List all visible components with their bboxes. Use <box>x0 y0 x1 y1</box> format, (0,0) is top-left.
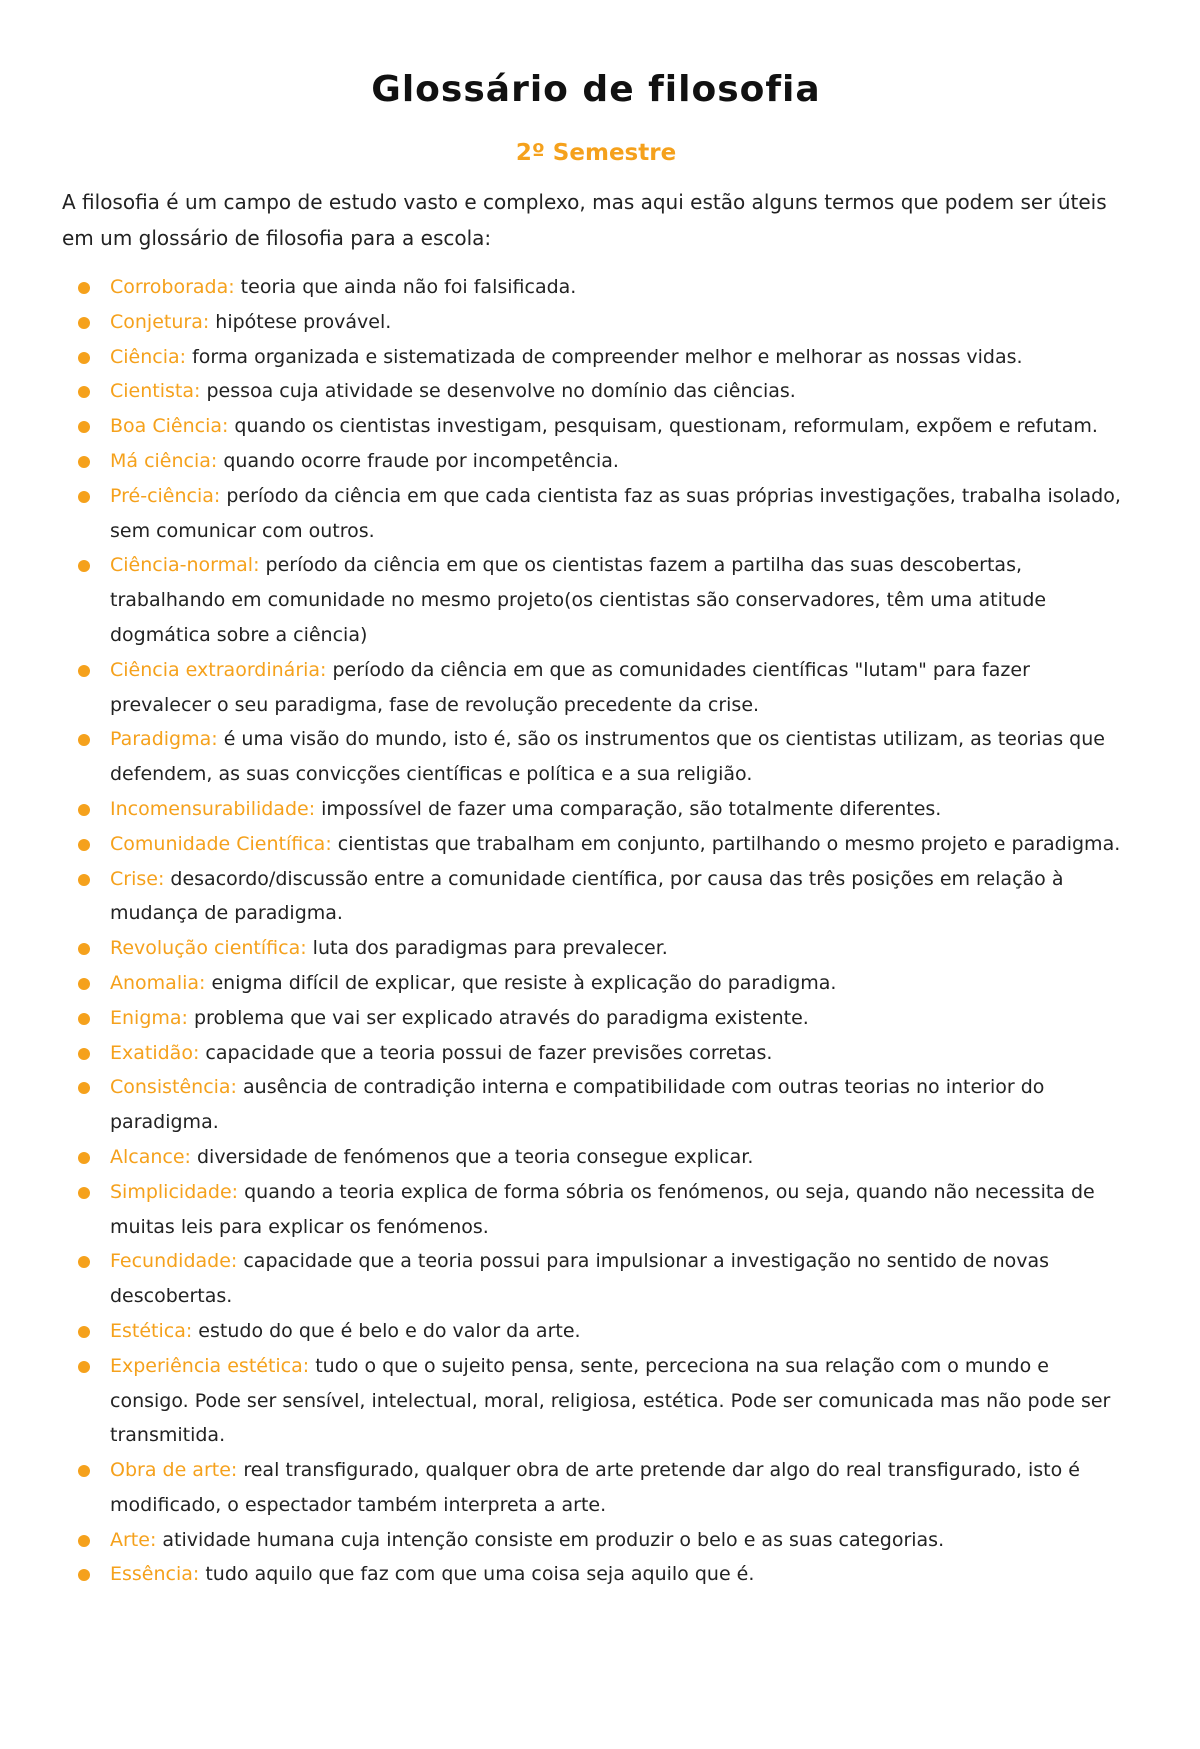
glossary-term: Crise: <box>110 867 165 890</box>
glossary-definition: desacordo/discussão entre a comunidade científica, por causa das três posições em relação à mudança de paradigma. <box>110 867 1064 925</box>
page-title: Glossário de filosofia <box>371 69 821 110</box>
glossary-item <box>62 1140 1130 1175</box>
bullet-dot-icon <box>78 1082 90 1094</box>
bullet-dot-icon <box>78 491 90 503</box>
glossary-term: Má ciência: <box>110 449 218 472</box>
glossary-definition: é uma visão do mundo, isto é, são os instrumentos que os cientistas utilizam, as teorias que defendem, as suas convicções científicas e política e a sua religião. <box>110 728 1105 786</box>
glossary-definition: teoria que ainda não foi falsificada. <box>234 276 577 298</box>
glossary-definition: estudo do que é belo e do valor da arte. <box>192 1319 581 1342</box>
glossary-item <box>62 548 1130 652</box>
glossary-term: Arte: <box>110 1528 157 1551</box>
glossary-term: Corroborada: <box>110 276 235 298</box>
glossary-definition: enigma difícil de explicar, que resiste à explicação do paradigma. <box>205 971 837 994</box>
glossary-item <box>62 1175 1130 1245</box>
glossary-term: Exatidão: <box>110 1041 200 1064</box>
glossary-term: Fecundidade: <box>110 1250 238 1273</box>
glossary-item <box>62 1070 1130 1140</box>
glossary-definition: impossível de fazer uma comparação, são totalmente diferentes. <box>315 797 942 820</box>
intro-paragraph: A filosofia é um campo de estudo vasto e complexo, mas aqui estão alguns termos que podem ser úteis em um glossário de filosofia para a escola: <box>62 190 1107 250</box>
glossary-term: Ciência: <box>110 345 187 368</box>
glossary-item <box>62 931 1130 966</box>
glossary-term: Ciência extraordinária: <box>110 658 327 681</box>
glossary-item <box>62 1244 1130 1314</box>
glossary-item <box>62 1453 1130 1523</box>
glossary-definition: diversidade de fenómenos que a teoria consegue explicar. <box>190 1145 754 1168</box>
glossary-definition: pessoa cuja atividade se desenvolve no domínio das ciências. <box>200 380 796 403</box>
bullet-dot-icon <box>78 1361 90 1373</box>
glossary-definition: quando ocorre fraude por incompetência. <box>217 449 619 472</box>
bullet-dot-icon <box>78 1013 90 1025</box>
glossary-definition: problema que vai ser explicado através do paradigma existente. <box>187 1006 809 1029</box>
glossary-term: Pré-ciência: <box>110 484 221 507</box>
bullet-dot-icon <box>78 560 90 572</box>
bullet-dot-icon <box>78 1256 90 1268</box>
glossary-term: Comunidade Científica: <box>110 832 332 855</box>
bullet-dot-icon <box>78 839 90 851</box>
glossary-definition: quando a teoria explica de forma sóbria os fenómenos, ou seja, quando não necessita de muitas leis para explicar os fenómenos. <box>110 1180 1095 1238</box>
bullet-dot-icon <box>78 421 90 433</box>
glossary-list <box>62 270 1130 1592</box>
bullet-dot-icon <box>78 978 90 990</box>
bullet-dot-icon <box>78 1152 90 1164</box>
glossary-definition: capacidade que a teoria possui de fazer previsões corretas. <box>199 1041 773 1064</box>
bullet-dot-icon <box>78 1187 90 1199</box>
glossary-definition: cientistas que trabalham em conjunto, partilhando o mesmo projeto e paradigma. <box>331 832 1121 855</box>
glossary-term: Simplicidade: <box>110 1180 239 1203</box>
glossary-definition: tudo aquilo que faz com que uma coisa seja aquilo que é. <box>199 1563 755 1586</box>
glossary-term: Consistência: <box>110 1076 237 1099</box>
glossary-item <box>62 966 1130 1001</box>
bullet-dot-icon <box>78 943 90 955</box>
glossary-item <box>62 444 1130 479</box>
glossary-term: Cientista: <box>110 380 201 403</box>
glossary-definition: ausência de contradição interna e compatibilidade com outras teorias no interior do paradigma. <box>110 1076 1045 1134</box>
glossary-item <box>62 1314 1130 1349</box>
glossary-item <box>62 1557 1130 1592</box>
glossary-term: Boa Ciência: <box>110 415 229 438</box>
glossary-term: Alcance: <box>110 1145 191 1168</box>
glossary-term: Estética: <box>110 1319 193 1342</box>
glossary-item <box>62 340 1130 375</box>
glossary-term: Experiência estética: <box>110 1354 310 1377</box>
glossary-term: Obra de arte: <box>110 1459 238 1482</box>
glossary-item <box>62 374 1130 409</box>
glossary-item <box>62 1349 1130 1453</box>
bullet-dot-icon <box>78 352 90 364</box>
glossary-item <box>62 270 1130 305</box>
bullet-dot-icon <box>78 1535 90 1547</box>
glossary-term: Essência: <box>110 1563 200 1586</box>
glossary-item <box>62 1001 1130 1036</box>
glossary-term: Paradigma: <box>110 728 218 751</box>
glossary-item <box>62 479 1130 549</box>
bullet-dot-icon <box>78 456 90 468</box>
glossary-term: Conjetura: <box>110 310 210 333</box>
glossary-definition: tudo o que o sujeito pensa, sente, perceciona na sua relação com o mundo e consigo. Pode ser sensível, intelectual, moral, religiosa, estética. Pode ser comunicada mas não pode ser transmitida. <box>110 1354 1111 1447</box>
glossary-term: Incomensurabilidade: <box>110 797 316 820</box>
glossary-term: Anomalia: <box>110 971 206 994</box>
bullet-dot-icon <box>78 386 90 398</box>
glossary-item <box>62 827 1130 862</box>
glossary-term: Enigma: <box>110 1006 188 1029</box>
glossary-definition: forma organizada e sistematizada de compreender melhor e melhorar as nossas vidas. <box>186 345 1023 368</box>
bullet-dot-icon <box>78 1048 90 1060</box>
glossary-item <box>62 722 1130 792</box>
glossary-item <box>62 409 1130 444</box>
glossary-definition: período da ciência em que os cientistas fazem a partilha das suas descobertas, trabalhando em comunidade no mesmo projeto(os cientistas são conservadores, têm uma atitude dogmática sobre a ciência) <box>110 554 1047 646</box>
glossary-term: Revolução científica: <box>110 937 307 960</box>
glossary-item <box>62 305 1130 340</box>
glossary-item <box>62 862 1130 932</box>
glossary-definition: período da ciência em que as comunidades científicas "lutam" para fazer prevalecer o seu paradigma, fase de revolução precedente da crise. <box>110 658 1030 716</box>
glossary-definition: capacidade que a teoria possui para impulsionar a investigação no sentido de novas descobertas. <box>110 1250 1050 1308</box>
bullet-dot-icon <box>78 665 90 677</box>
glossary-definition: real transfigurado, qualquer obra de arte pretende dar algo do real transfigurado, isto é modificado, o espectador também interpreta a arte. <box>110 1459 1080 1516</box>
bullet-dot-icon <box>78 1569 90 1581</box>
page-subtitle: 2º Semestre <box>515 140 677 166</box>
glossary-definition: período da ciência em que cada cientista faz as suas próprias investigações, trabalha isolado, sem comunicar com outros. <box>110 484 1121 542</box>
glossary-item <box>62 653 1130 723</box>
bullet-dot-icon <box>78 1465 90 1477</box>
glossary-item <box>62 792 1130 827</box>
glossary-term: Ciência-normal: <box>110 554 260 577</box>
bullet-dot-icon <box>78 1326 90 1338</box>
bullet-dot-icon <box>78 874 90 886</box>
glossary-definition: quando os cientistas investigam, pesquisam, questionam, reformulam, expõem e refutam. <box>228 415 1098 438</box>
glossary-definition: luta dos paradigmas para prevalecer. <box>306 937 668 960</box>
bullet-dot-icon <box>78 317 90 329</box>
bullet-dot-icon <box>78 282 90 294</box>
glossary-item <box>62 1036 1130 1071</box>
glossary-definition: atividade humana cuja intenção consiste em produzir o belo e as suas categorias. <box>156 1528 945 1551</box>
bullet-dot-icon <box>78 804 90 816</box>
bullet-dot-icon <box>78 734 90 746</box>
glossary-item <box>62 1523 1130 1558</box>
glossary-definition: hipótese provável. <box>209 310 392 333</box>
